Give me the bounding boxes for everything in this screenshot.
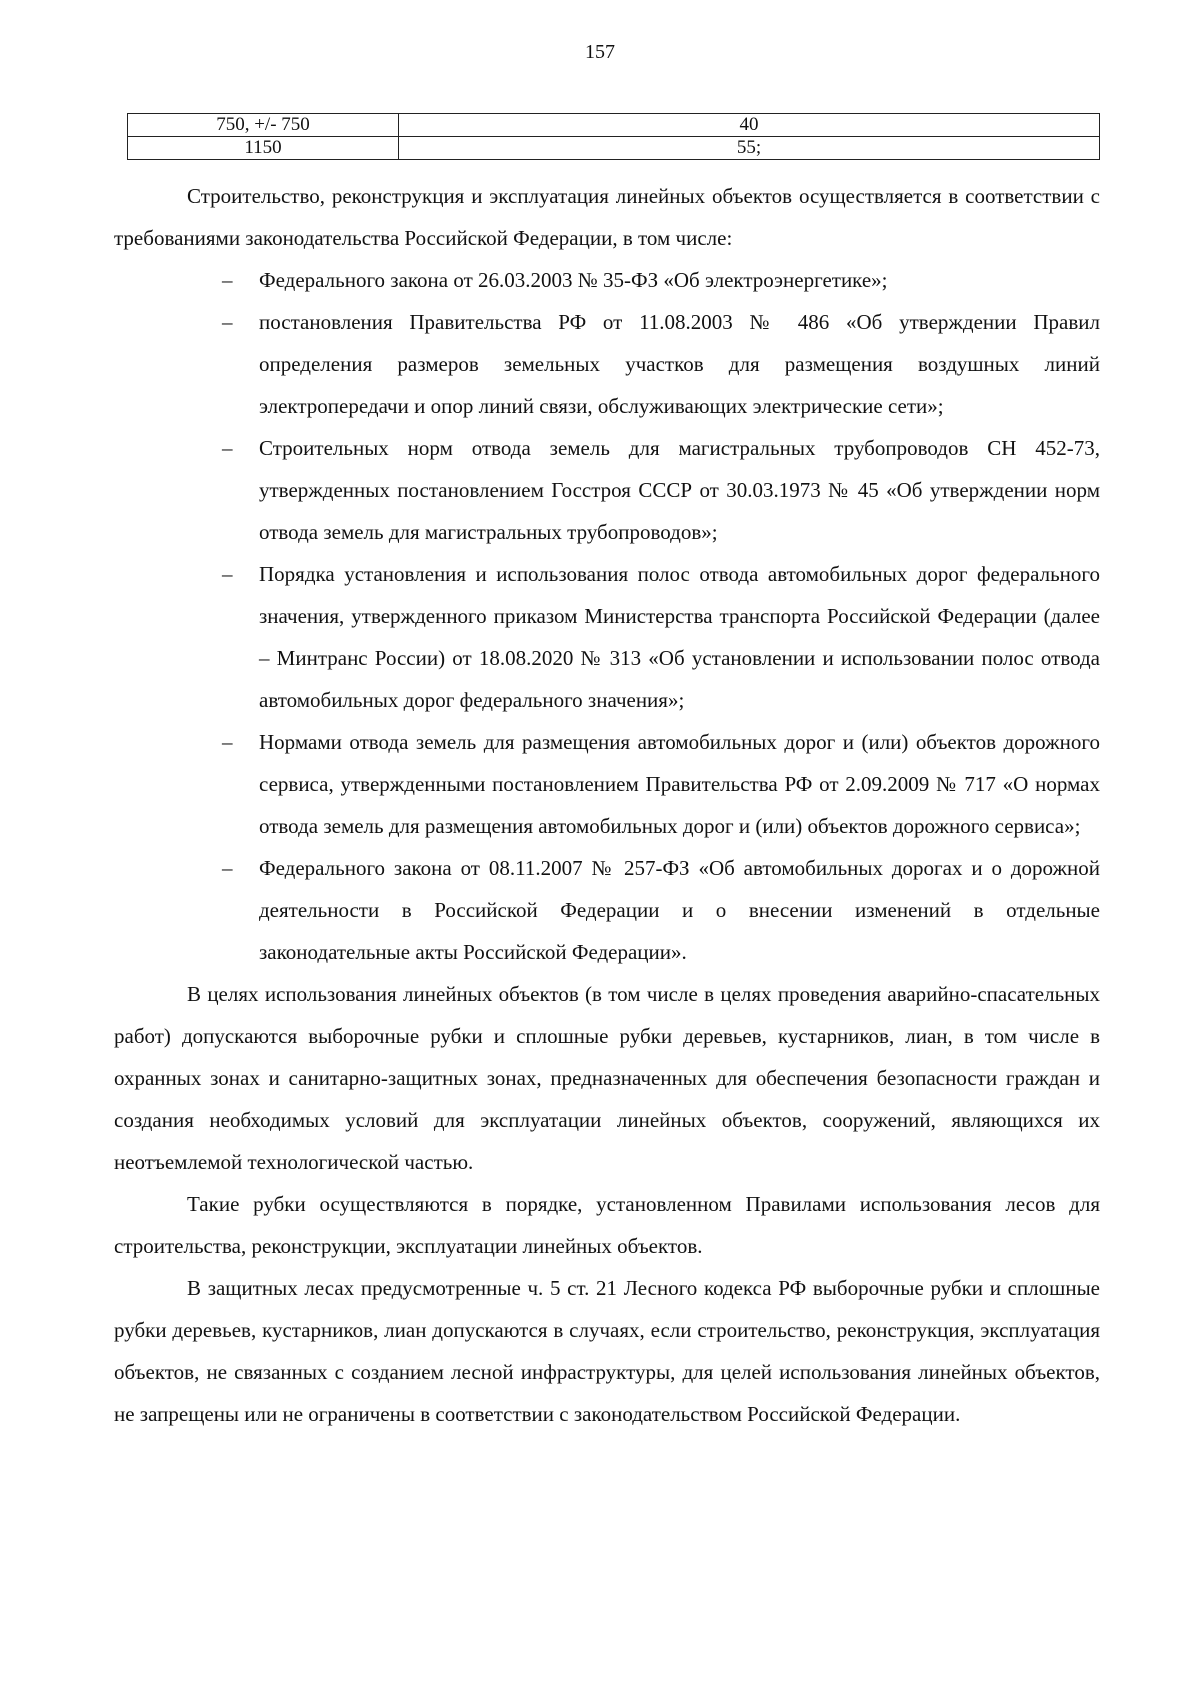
data-table: [127, 113, 1100, 160]
list-marker: –: [222, 562, 233, 586]
intro-paragraph: Строительство, реконструкция и эксплуатация линейных объектов осуществляется в соответствии с требованиями законодательства Российской Федерации, в том числе:: [114, 184, 1100, 250]
list-item: [114, 553, 1100, 721]
list-item-text: Нормами отвода земель для размещения автомобильных дорог и (или) объектов дорожного сервиса, утвержденными постановлением Правительства РФ от 2.09.2009 № 717 «О нормах отвода земель для размещения автомобильных дорог и (или) объектов дорожного сервиса»;: [259, 730, 1100, 838]
list-item: [114, 259, 1100, 301]
list-item: [114, 847, 1100, 973]
table-row: [128, 137, 1100, 160]
list-item: [114, 427, 1100, 553]
list-marker: –: [222, 856, 233, 880]
body-paragraph: Такие рубки осуществляются в порядке, установленном Правилами использования лесов для строительства, реконструкции, эксплуатации линейных объектов.: [114, 1192, 1100, 1258]
list-item-text: Строительных норм отвода земель для магистральных трубопроводов СН 452-73, утвержденных постановлением Госстроя СССР от 30.03.1973 № 45 «Об утверждении норм отвода земель для магистральных трубопроводов»;: [259, 436, 1100, 544]
list-marker: –: [222, 268, 233, 292]
table-cell: 55;: [399, 137, 1100, 160]
body-paragraph: В целях использования линейных объектов (в том числе в целях проведения аварийно-спасательных работ) допускаются выборочные рубки и сплошные рубки деревьев, кустарников, лиан, в том числе в охранных зонах и санитарно-защитных зонах, предназначенных для обеспечения безопасности граждан и создания необходимых условий для эксплуатации линейных объектов, сооружений, являющихся их неотъемлемой технологической частью.: [114, 982, 1100, 1174]
list-item-text: постановления Правительства РФ от 11.08.2003 № 486 «Об утверждении Правил определения размеров земельных участков для размещения воздушных линий электропередачи и опор линий связи, обслуживающих электрические сети»;: [259, 310, 1100, 418]
table-cell: 1150: [128, 137, 399, 160]
list-item-text: Порядка установления и использования полос отвода автомобильных дорог федерального значения, утвержденного приказом Министерства транспорта Российской Федерации (далее – Минтранс России) от 18.08.2020 № 313 «Об установлении и использовании полос отвода автомобильных дорог федерального значения»;: [259, 562, 1100, 712]
table-cell: 40: [399, 114, 1100, 137]
legislation-list: [114, 259, 1100, 973]
page-number: 157: [585, 41, 615, 63]
table-row: [128, 114, 1100, 137]
body-paragraph: В защитных лесах предусмотренные ч. 5 ст. 21 Лесного кодекса РФ выборочные рубки и сплошные рубки деревьев, кустарников, лиан допускаются в случаях, если строительство, реконструкция, эксплуатация объектов, не связанных с созданием лесной инфраструктуры, для целей использования линейных объектов, не запрещены или не ограничены в соответствии с законодательством Российской Федерации.: [114, 1276, 1100, 1426]
list-marker: –: [222, 310, 233, 334]
list-marker: –: [222, 730, 233, 754]
list-marker: –: [222, 436, 233, 460]
list-item: [114, 721, 1100, 847]
document-body: [114, 175, 1100, 1435]
list-item-text: Федерального закона от 26.03.2003 № 35-ФЗ «Об электроэнергетике»;: [259, 268, 888, 292]
list-item: [114, 301, 1100, 427]
table-cell: 750, +/- 750: [128, 114, 399, 137]
list-item-text: Федерального закона от 08.11.2007 № 257-ФЗ «Об автомобильных дорогах и о дорожной деятельности в Российской Федерации и о внесении изменений в отдельные законодательные акты Российской Федерации».: [259, 856, 1100, 964]
